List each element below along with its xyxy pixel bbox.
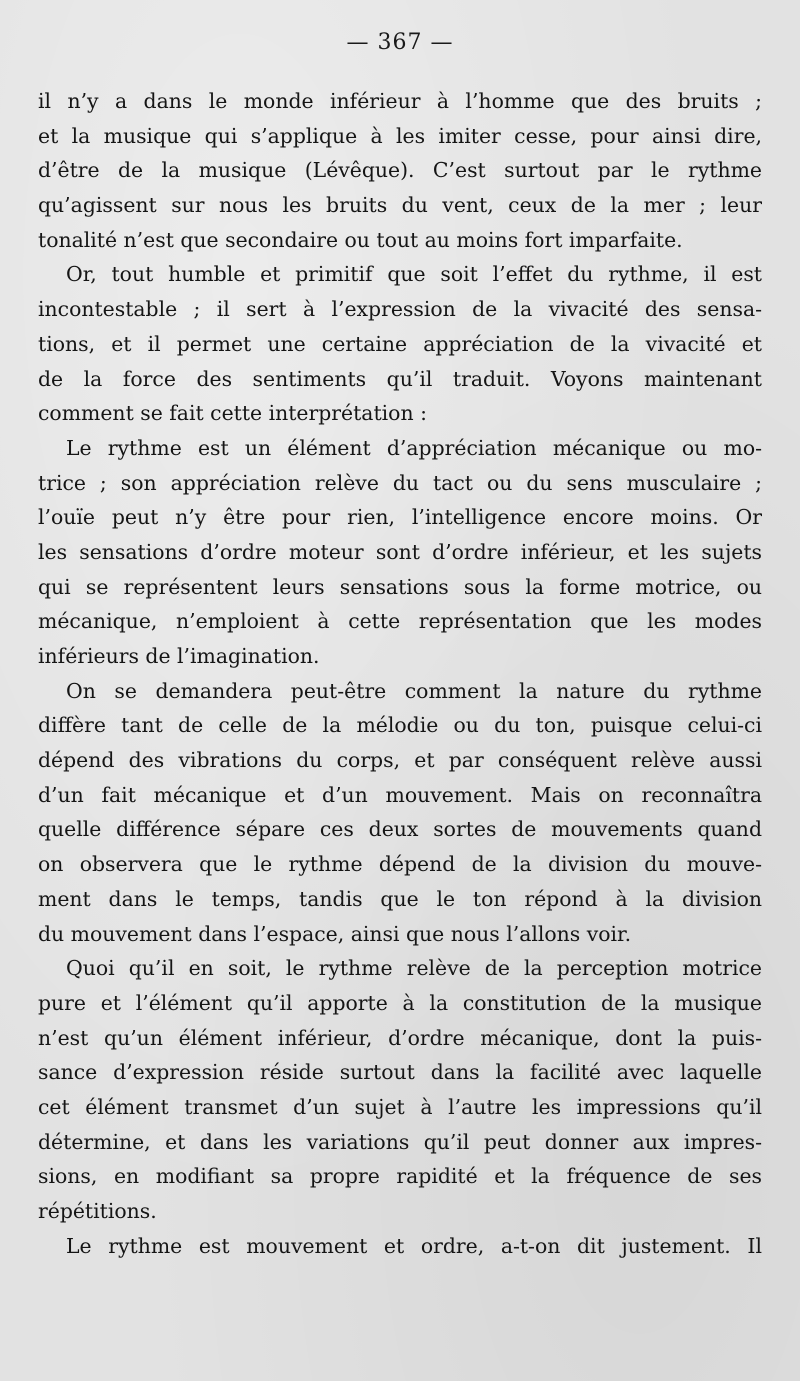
text-line: il n’y a dans le monde inférieur à l’homme que des bruits ;	[38, 89, 762, 113]
text-line: diffère tant de celle de la mélodie ou du ton, puisque celui-ci	[38, 713, 762, 738]
text-line: détermine, et dans les variations qu’il peut donner aux impres-	[38, 1129, 762, 1154]
text-line: du mouvement dans l’espace, ainsi que nous l’allons voir.	[38, 921, 632, 946]
text-line: qui se représentent leurs sensations sous la forme motrice, ou	[38, 574, 762, 599]
body-text	[38, 84, 762, 1263]
text-line: on observera que le rythme dépend de la division du mouve-	[38, 852, 762, 877]
text-line: de la force des sentiments qu’il traduit. Voyons maintenant	[38, 366, 762, 391]
text-line: tions, et il permet une certaine appréciation de la vivacité et	[38, 331, 762, 356]
text-line: On se demandera peut-être comment la nature du rythme	[66, 678, 762, 703]
text-line: ment dans le temps, tandis que le ton répond à la division	[38, 886, 762, 911]
text-line: tonalité n’est que secondaire ou tout au moins fort imparfaite.	[38, 227, 683, 252]
text-line: pure et l’élément qu’il apporte à la constitution de la musique	[38, 990, 762, 1015]
text-line: l’ouïe peut n’y être pour rien, l’intelligence encore moins. Or	[38, 505, 762, 530]
text-line: Le rythme est un élément d’appréciation mécanique ou mo-	[66, 435, 762, 460]
page-number: — 367 —	[346, 30, 454, 55]
paragraph	[38, 1229, 762, 1264]
text-line: les sensations d’ordre moteur sont d’ordre inférieur, et les sujets	[38, 539, 762, 564]
text-line: quelle différence sépare ces deux sortes de mouvements quand	[38, 817, 762, 842]
text-line: sance d’expression réside surtout dans la facilité avec laquelle	[38, 1060, 762, 1085]
text-line: cet élément transmet d’un sujet à l’autre les impressions qu’il	[38, 1094, 762, 1119]
text-line: Or, tout humble et primitif que soit l’effet du rythme, il est	[66, 262, 762, 287]
paragraph	[38, 257, 762, 430]
text-line: qu’agissent sur nous les bruits du vent, ceux de la mer ; leur	[38, 193, 762, 218]
text-line: trice ; son appréciation relève du tact ou du sens musculaire ;	[38, 470, 762, 495]
text-line: répétitions.	[38, 1199, 157, 1223]
text-line: incontestable ; il sert à l’expression de la vivacité des sensa-	[38, 297, 762, 322]
text-line: Quoi qu’il en soit, le rythme relève de la perception motrice	[66, 956, 762, 981]
text-line: n’est qu’un élément inférieur, d’ordre mécanique, dont la puis-	[38, 1025, 762, 1050]
paragraph	[38, 951, 762, 1229]
text-line: d’un fait mécanique et d’un mouvement. Mais on reconnaîtra	[38, 782, 762, 807]
text-line: mécanique, n’emploient à cette représentation que les modes	[38, 609, 762, 634]
text-line: inférieurs de l’imagination.	[38, 644, 320, 668]
paragraph	[38, 84, 762, 257]
text-line: d’être de la musique (Lévêque). C’est surtout par le rythme	[38, 158, 762, 183]
text-line: Le rythme est mouvement et ordre, a-t-on dit justement. Il	[66, 1233, 762, 1258]
paragraph	[38, 674, 762, 952]
text-line: sions, en modifiant sa propre rapidité et la fréquence de ses	[38, 1164, 762, 1189]
paragraph	[38, 431, 762, 674]
text-line: et la musique qui s’applique à les imiter cesse, pour ainsi dire,	[38, 123, 762, 148]
text-line: dépend des vibrations du corps, et par conséquent relève aussi	[38, 748, 762, 773]
text-line: comment se fait cette interprétation :	[38, 401, 427, 426]
